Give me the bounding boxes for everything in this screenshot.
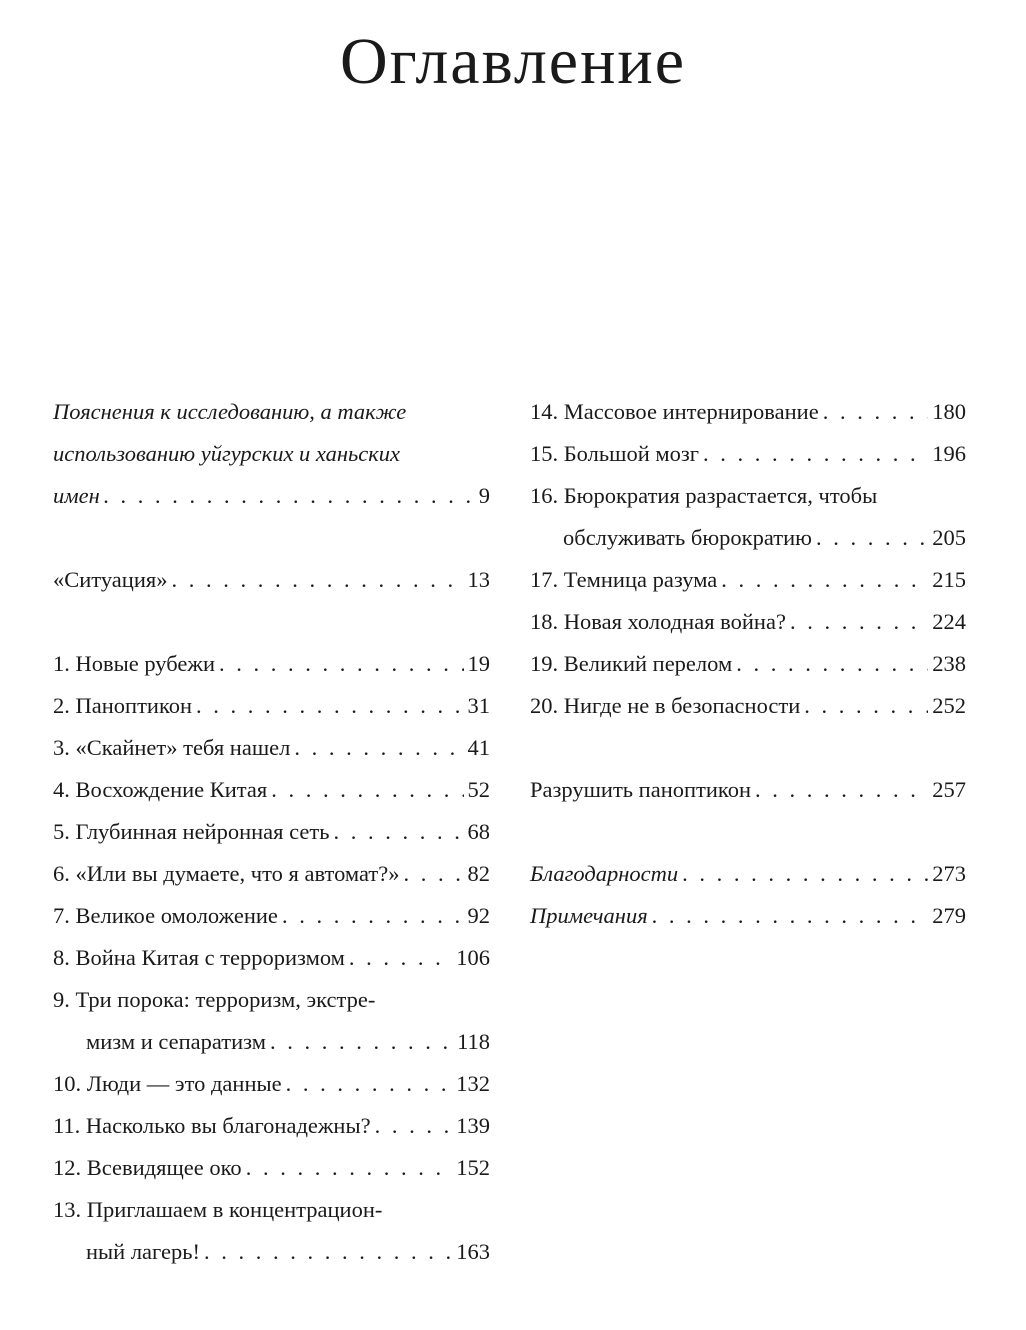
toc-page-number: 82 bbox=[467, 861, 490, 886]
toc-entry-text: 9. Три порока: терроризм, экстре- bbox=[53, 987, 376, 1012]
toc-entry-text: 13. Приглашаем в концентрацион- bbox=[53, 1197, 383, 1222]
toc-page-number: 68 bbox=[467, 819, 490, 844]
toc-entry-text: 7. Великое омоложение bbox=[53, 903, 278, 928]
dot-leader bbox=[286, 1063, 453, 1105]
toc-entry-line bbox=[53, 391, 490, 433]
toc-page-number: 205 bbox=[932, 525, 966, 550]
toc-page-number: 163 bbox=[456, 1239, 490, 1264]
toc-entry-text: 16. Бюрократия разрастается, чтобы bbox=[530, 483, 878, 508]
toc-page-number: 279 bbox=[932, 903, 966, 928]
dot-leader bbox=[104, 475, 475, 517]
dot-leader bbox=[271, 769, 463, 811]
toc-page-number: 215 bbox=[932, 567, 966, 592]
toc-entry-chapter[interactable] bbox=[530, 475, 966, 559]
toc-left-column bbox=[53, 391, 490, 1273]
dot-leader bbox=[652, 895, 929, 937]
dot-leader bbox=[196, 685, 463, 727]
toc-entry-text: 15. Большой мозг bbox=[530, 441, 699, 466]
toc-page-number: 180 bbox=[932, 399, 966, 424]
dot-leader bbox=[790, 601, 928, 643]
toc-entry-text: Разрушить паноптикон bbox=[530, 777, 751, 802]
dot-leader bbox=[816, 517, 928, 559]
toc-entry-text: 2. Паноптикон bbox=[53, 693, 193, 718]
toc-entry-line bbox=[53, 433, 490, 475]
toc-entry-chapter[interactable] bbox=[53, 1105, 490, 1147]
toc-entry-text: мизм и сепаратизм bbox=[86, 1029, 266, 1054]
toc-entry-chapter[interactable] bbox=[53, 811, 490, 853]
toc-page-number: 52 bbox=[467, 777, 490, 802]
dot-leader bbox=[375, 1105, 453, 1147]
toc-entry-text: 14. Массовое интернирование bbox=[530, 399, 819, 424]
toc-entry-chapter[interactable] bbox=[53, 895, 490, 937]
toc-right-column bbox=[530, 391, 966, 937]
dot-leader bbox=[823, 391, 929, 433]
toc-entry-text: Пояснения к исследованию, а также bbox=[53, 399, 407, 424]
toc-entry-situation[interactable] bbox=[53, 559, 490, 601]
toc-page-number: 41 bbox=[467, 735, 490, 760]
toc-entry-chapter[interactable] bbox=[53, 1063, 490, 1105]
toc-entry-text: 12. Всевидящее око bbox=[53, 1155, 242, 1180]
toc-entry-text: 5. Глубинная нейронная сеть bbox=[53, 819, 330, 844]
dot-leader bbox=[333, 811, 463, 853]
toc-entry-line bbox=[53, 475, 490, 517]
page-title: Оглавление bbox=[339, 25, 687, 98]
toc-entry-text: 11. Насколько вы благонадежны? bbox=[53, 1113, 371, 1138]
toc-page-number: 152 bbox=[456, 1155, 490, 1180]
dot-leader bbox=[703, 433, 928, 475]
toc-entry-text: 17. Темница разума bbox=[530, 567, 718, 592]
toc-entry-text: 19. Великий перелом bbox=[530, 651, 733, 676]
toc-entry-text: имен bbox=[53, 483, 100, 508]
toc-entry-text: Благодарности bbox=[530, 861, 679, 886]
toc-entry-chapter[interactable] bbox=[53, 643, 490, 685]
dot-leader bbox=[219, 643, 464, 685]
toc-entry-text: 6. «Или вы думаете, что я автомат?» bbox=[53, 861, 400, 886]
toc-page-number: 132 bbox=[456, 1071, 490, 1096]
toc-entry-chapter[interactable] bbox=[530, 433, 966, 475]
toc-page-number: 9 bbox=[478, 483, 490, 508]
toc-page-number: 139 bbox=[456, 1113, 490, 1138]
toc-entry-chapter[interactable] bbox=[53, 979, 490, 1063]
toc-entry-text: 18. Новая холодная война? bbox=[530, 609, 786, 634]
toc-page-number: 238 bbox=[932, 651, 966, 676]
toc-entry-chapter[interactable] bbox=[530, 685, 966, 727]
toc-entry-chapter[interactable] bbox=[530, 643, 966, 685]
toc-entry-chapter[interactable] bbox=[53, 685, 490, 727]
dot-leader bbox=[804, 685, 928, 727]
toc-entry-chapter[interactable] bbox=[53, 1189, 490, 1273]
toc-page-number: 13 bbox=[467, 567, 490, 592]
toc-page-number: 196 bbox=[932, 441, 966, 466]
toc-entry-text: 4. Восхождение Китая bbox=[53, 777, 268, 802]
dot-leader bbox=[736, 643, 928, 685]
toc-entry-chapter[interactable] bbox=[53, 853, 490, 895]
toc-entry-chapter[interactable] bbox=[53, 937, 490, 979]
dot-leader bbox=[270, 1021, 453, 1063]
toc-entry-text: обслуживать бюрократию bbox=[563, 525, 812, 550]
dot-leader bbox=[755, 769, 928, 811]
toc-entry-text: ный лагерь! bbox=[86, 1239, 200, 1264]
dot-leader bbox=[403, 853, 463, 895]
toc-page-number: 31 bbox=[467, 693, 490, 718]
toc-entry-acknowledgments[interactable] bbox=[530, 853, 966, 895]
toc-entry-text: использованию уйгурских и ханьских bbox=[53, 441, 401, 466]
dot-leader bbox=[246, 1147, 453, 1189]
toc-entry-chapter[interactable] bbox=[53, 1147, 490, 1189]
toc-page-number: 19 bbox=[467, 651, 490, 676]
toc-entry-chapter[interactable] bbox=[530, 391, 966, 433]
toc-entry-chapter[interactable] bbox=[530, 601, 966, 643]
toc-entry-text: 10. Люди — это данные bbox=[53, 1071, 282, 1096]
toc-page-number: 106 bbox=[456, 945, 490, 970]
toc-page-number: 252 bbox=[932, 693, 966, 718]
toc-entry-text: 3. «Скайнет» тебя нашел bbox=[53, 735, 291, 760]
dot-leader bbox=[171, 559, 463, 601]
toc-entry-text: Примечания bbox=[530, 903, 648, 928]
toc-page-number: 224 bbox=[932, 609, 966, 634]
toc-entry-text: 20. Нигде не в безопасности bbox=[530, 693, 801, 718]
toc-entry-notes[interactable] bbox=[530, 895, 966, 937]
toc-entry-chapter[interactable] bbox=[530, 559, 966, 601]
dot-leader bbox=[682, 853, 928, 895]
toc-page-number: 257 bbox=[932, 777, 966, 802]
dot-leader bbox=[294, 727, 463, 769]
toc-entry-text: 8. Война Китая с терроризмом bbox=[53, 945, 345, 970]
toc-entry-destroy-panopticon[interactable] bbox=[530, 769, 966, 811]
dot-leader bbox=[721, 559, 928, 601]
toc-page-number: 118 bbox=[457, 1029, 490, 1054]
toc-entry-chapter[interactable] bbox=[53, 727, 490, 769]
toc-entry-intro[interactable] bbox=[53, 391, 490, 517]
toc-page-number: 273 bbox=[932, 861, 966, 886]
toc-page-number: 92 bbox=[467, 903, 490, 928]
toc-entry-text: 1. Новые рубежи bbox=[53, 651, 215, 676]
toc-entry-text: «Ситуация» bbox=[53, 567, 168, 592]
toc-entry-chapter[interactable] bbox=[53, 769, 490, 811]
dot-leader bbox=[282, 895, 464, 937]
dot-leader bbox=[349, 937, 452, 979]
dot-leader bbox=[204, 1231, 452, 1273]
